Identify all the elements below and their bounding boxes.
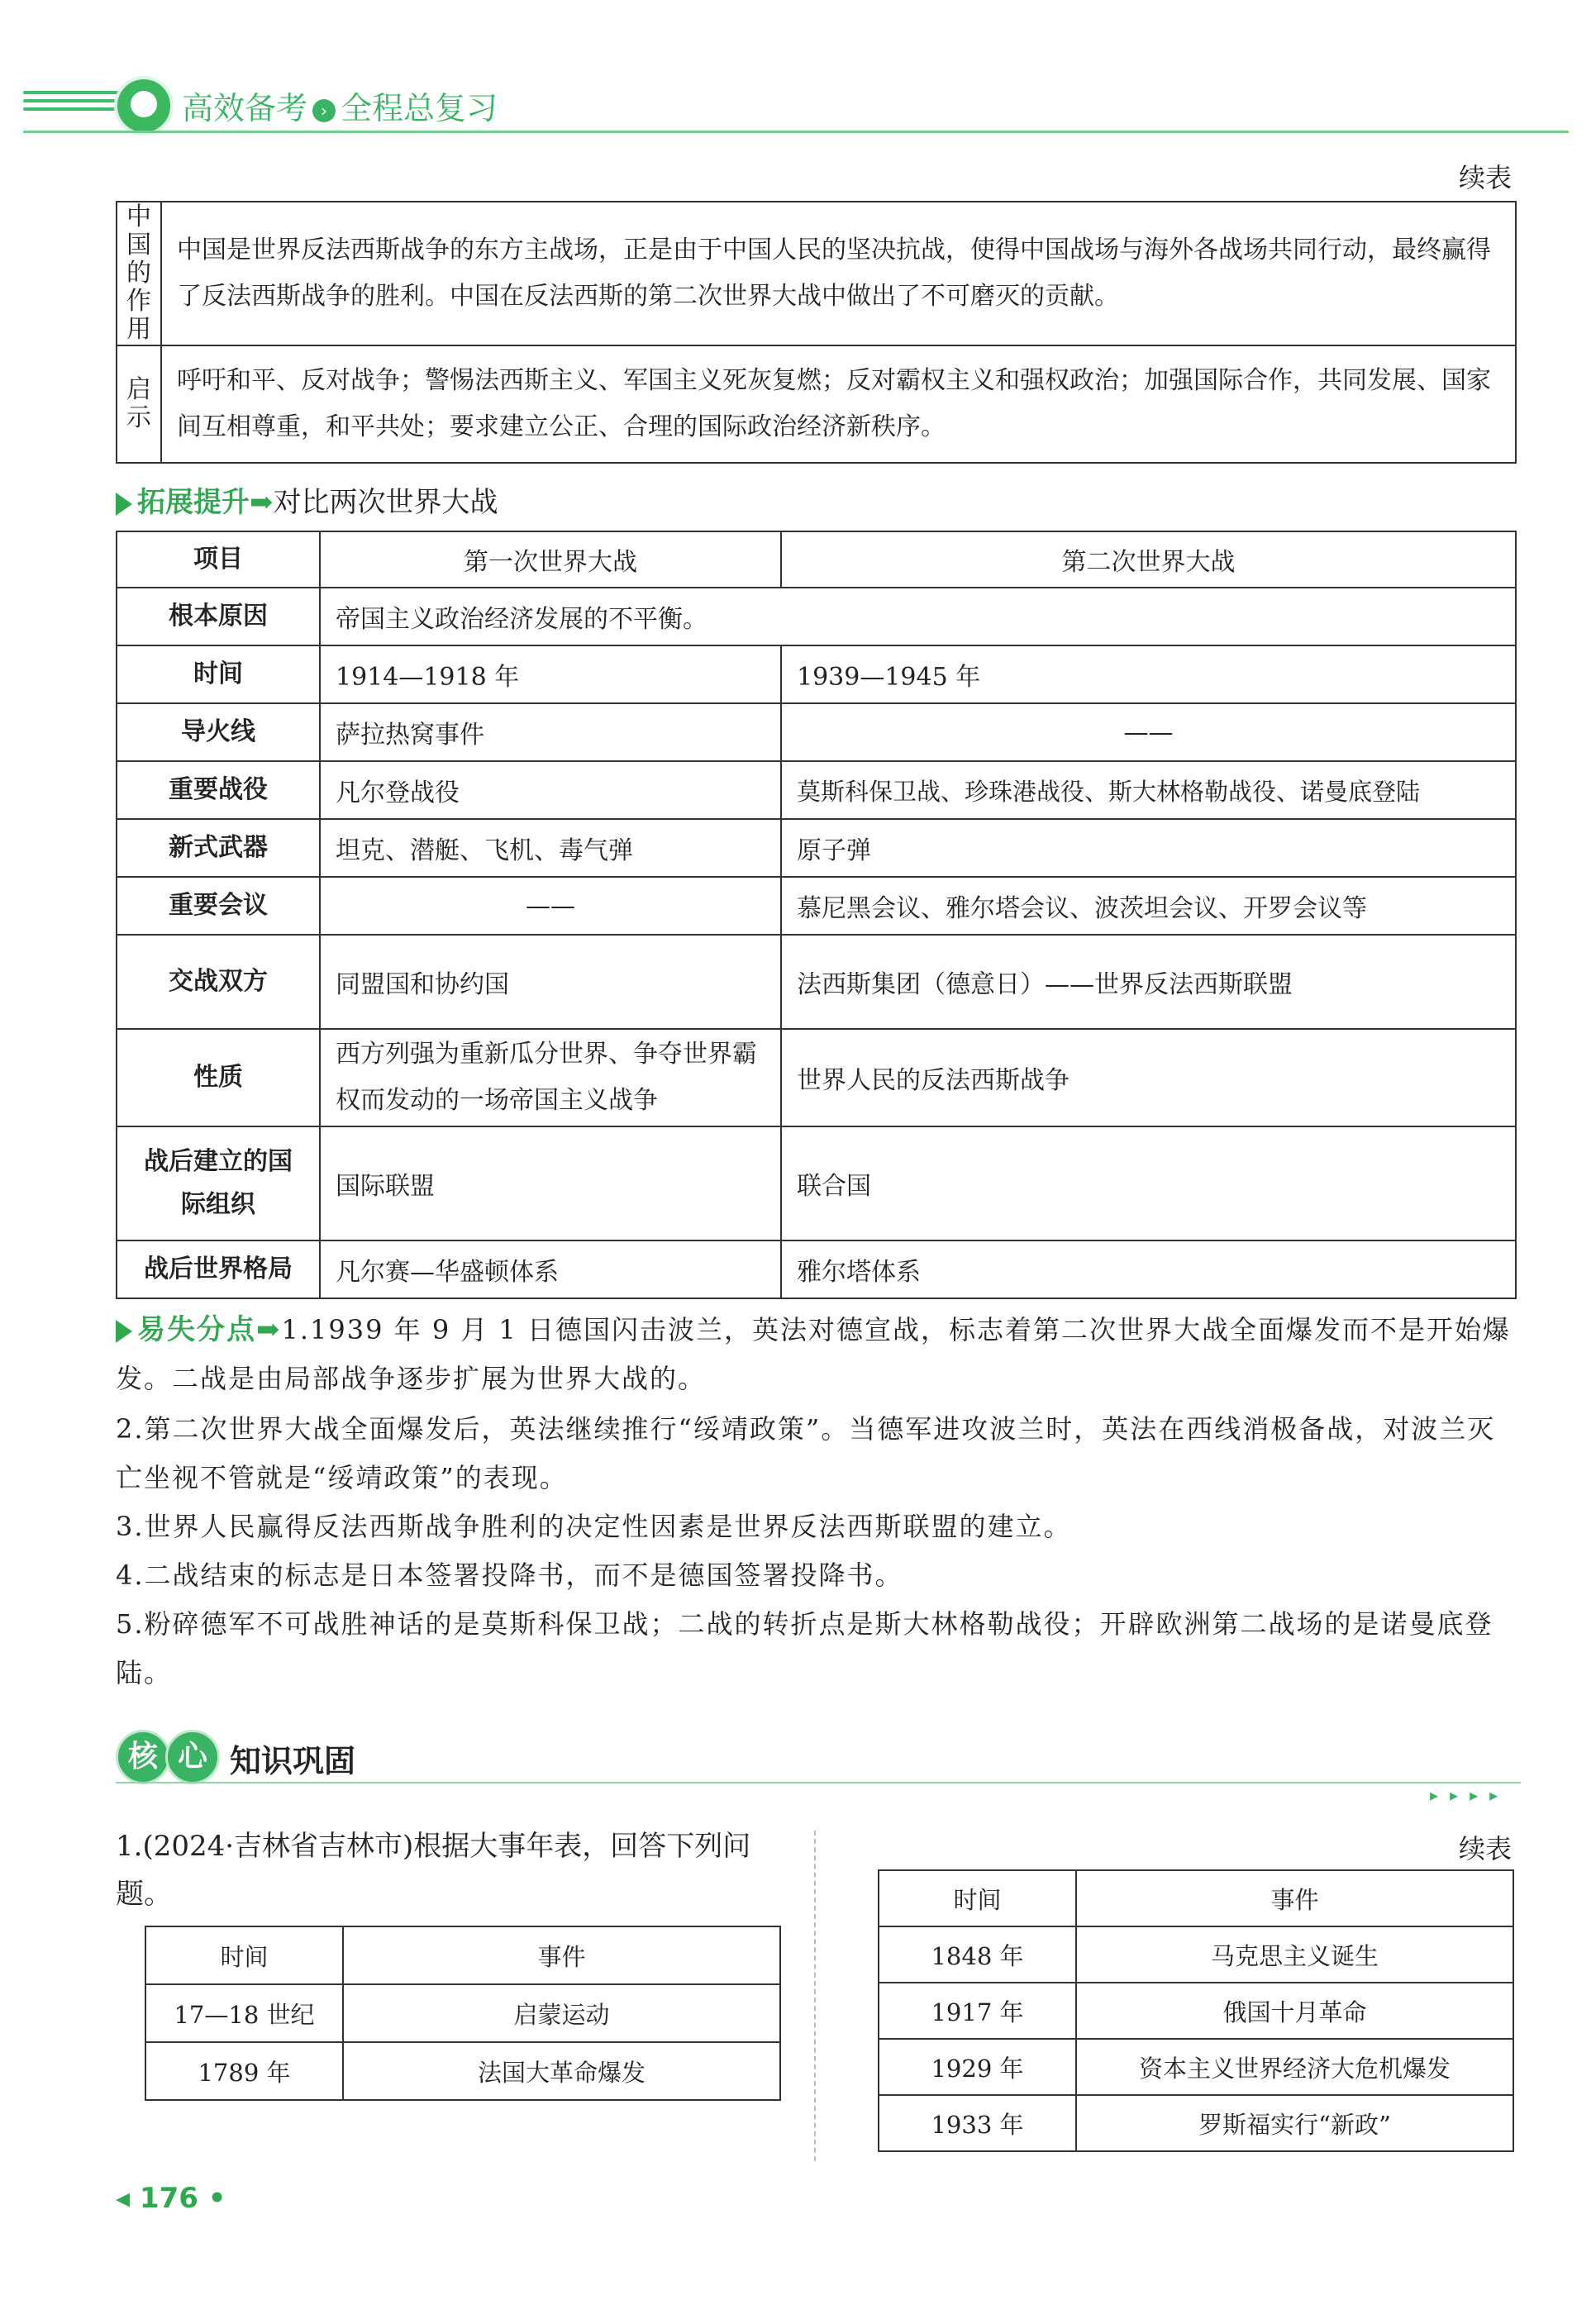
pitfalls-keyword: 易失分点: [137, 1313, 256, 1346]
left-triangle-icon: ◂: [116, 2182, 140, 2215]
merged-cell: 帝国主义政治经济发展的不平衡。: [320, 588, 1516, 645]
table-row: [879, 1926, 1513, 1983]
dots-decoration-icon: ▸▸▸▸: [1430, 1785, 1510, 1805]
item-cell: 重要战役: [117, 761, 320, 819]
table-row: [117, 761, 1516, 819]
pitfall-item-4: 4.二战结束的标志是日本签署投降书，而不是德国签署投降书。: [116, 1559, 903, 1591]
table-row: [117, 1029, 1516, 1126]
pitfall-text: 1.1939 年 9 月 1 日德国闪击波兰，英法对德宣战，标志着第二次世界大战全面爆发而不是开始爆发。二战是由局部战争逐步扩展为世界大战的。: [116, 1314, 1512, 1394]
core-badge-char: 核: [116, 1730, 170, 1784]
item-cell: 导火线: [117, 703, 320, 761]
arrow-right-icon: ➡: [256, 1313, 282, 1346]
row-label: [117, 202, 161, 345]
item-cell: 时间: [117, 645, 320, 703]
header-cell: 时间: [145, 1926, 343, 1984]
header-cell: 第一次世界大战: [320, 531, 781, 588]
table-row: [117, 588, 1516, 645]
row-text: 呼吁和平、反对战争；警惕法西斯主义、军国主义死灰复燃；反对霸权主义和强权政治；加强国际合作，共同发展、国家间互相尊重，和平共处；要求建立公正、合理的国际政治经济新秩序。: [161, 345, 1516, 463]
core-divider: [116, 1782, 1521, 1783]
item-cell: 新式武器: [117, 819, 320, 877]
header-cell: 项目: [117, 531, 320, 588]
label-enlightenment: 启示: [126, 375, 151, 432]
table-row: [117, 819, 1516, 877]
ww2-cell: 雅尔塔体系: [781, 1240, 1516, 1298]
event-cell: 俄国十月革命: [1076, 1983, 1513, 2039]
expand-title: 对比两次世界大战: [273, 486, 498, 519]
ww2-cell: 法西斯集团（德意日）——世界反法西斯联盟: [781, 935, 1516, 1029]
ww1-cell: 萨拉热窝事件: [320, 703, 781, 761]
ww1-cell: 西方列强为重新瓜分世界、争夺世界霸权而发动的一场帝国主义战争: [320, 1029, 781, 1126]
ww2-cell: 慕尼黑会议、雅尔塔会议、波茨坦会议、开罗会议等: [781, 877, 1516, 935]
item-cell: 交战双方: [117, 935, 320, 1029]
ww2-cell: ——: [781, 703, 1516, 761]
table-row: [117, 935, 1516, 1029]
header-stripes: [23, 91, 122, 132]
item-cell: 性质: [117, 1029, 320, 1126]
ww2-cell: 原子弹: [781, 819, 1516, 877]
item-cell: 战后世界格局: [117, 1240, 320, 1298]
time-cell: 17—18 世纪: [145, 1984, 343, 2042]
time-cell: 1917 年: [879, 1983, 1076, 2039]
timeline-table-right: [878, 1869, 1514, 2152]
question-1: 1.(2024·吉林省吉林市)根据大事年表，回答下列问题。: [116, 1830, 751, 1911]
event-cell: 罗斯福实行“新政”: [1076, 2095, 1513, 2151]
time-cell: 1933 年: [879, 2095, 1076, 2151]
item-cell: 战后建立的国际组织: [117, 1126, 320, 1240]
pitfalls-marker: [116, 1313, 282, 1346]
header-cell: 第二次世界大战: [781, 531, 1516, 588]
table-row: [879, 2039, 1513, 2095]
ww1-cell: 坦克、潜艇、飞机、毒气弹: [320, 819, 781, 877]
event-cell: 资本主义世界经济大危机爆发: [1076, 2039, 1513, 2095]
table-row: [117, 1126, 1516, 1240]
pitfall-item-2: 2.第二次世界大战全面爆发后，英法继续推行“绥靖政策”。当德军进攻波兰时，英法在西线消极备战，对波兰灭亡坐视不管就是“绥靖政策”的表现。: [116, 1413, 1496, 1493]
table-row: [117, 202, 1516, 345]
core-title: 知识巩固: [230, 1743, 356, 1779]
ww1-cell: 国际联盟: [320, 1126, 781, 1240]
core-badge-char: 心: [165, 1730, 220, 1784]
timeline-table-left: [145, 1926, 781, 2101]
column-divider: [814, 1831, 816, 2161]
pitfall-item-3: 3.世界人民赢得反法西斯战争胜利的决定性因素是世界反法西斯联盟的建立。: [116, 1511, 1072, 1542]
ww1-cell: 凡尔赛—华盛顿体系: [320, 1240, 781, 1298]
item-cell: 根本原因: [117, 588, 320, 645]
china-role-table: [116, 201, 1517, 464]
ww2-cell: 1939—1945 年: [781, 645, 1516, 703]
table-header-row: [879, 1870, 1513, 1926]
student-logo-icon: [114, 76, 174, 136]
table-row: [117, 703, 1516, 761]
table-row: [879, 1983, 1513, 2039]
event-cell: 法国大革命爆发: [343, 2042, 780, 2100]
table-row: [145, 2042, 780, 2100]
table-row: [145, 1984, 780, 2042]
table-header-row: [117, 531, 1516, 588]
expand-heading: [116, 479, 498, 520]
event-cell: 启蒙运动: [343, 1984, 780, 2042]
header-title-left: 高效备考: [182, 90, 308, 126]
ww1-cell: 同盟国和协约国: [320, 935, 781, 1029]
time-cell: 1848 年: [879, 1926, 1076, 1983]
triangle-marker-icon: [116, 493, 132, 516]
row-label: [117, 345, 161, 463]
table-row: [117, 877, 1516, 935]
ww2-cell: 联合国: [781, 1126, 1516, 1240]
continued-label: 续表: [1459, 1833, 1513, 1864]
arrow-right-icon: ➡: [250, 486, 274, 519]
triangle-marker-icon: [116, 1320, 132, 1343]
page-number-text: 176: [139, 2182, 198, 2215]
page-number: [116, 2182, 226, 2215]
ww-comparison-table: [116, 531, 1517, 1299]
header-cell: 事件: [343, 1926, 780, 1984]
event-cell: 马克思主义诞生: [1076, 1926, 1513, 1983]
chevron-right-icon: ›: [312, 99, 336, 122]
continued-label: 续表: [1459, 162, 1513, 193]
table-row: [117, 345, 1516, 463]
ww1-cell: 凡尔登战役: [320, 761, 781, 819]
table-row: [117, 1240, 1516, 1298]
header-cell: 事件: [1076, 1870, 1513, 1926]
time-cell: 1789 年: [145, 2042, 343, 2100]
header-cell: 时间: [879, 1870, 1076, 1926]
expand-keyword: 拓展提升: [137, 486, 250, 519]
table-row: [117, 645, 1516, 703]
header-title: [182, 83, 498, 128]
label-china-role: 中国的作用: [126, 202, 151, 344]
ww1-cell: 1914—1918 年: [320, 645, 781, 703]
pitfall-item-1: [116, 1306, 1521, 1403]
time-cell: 1929 年: [879, 2039, 1076, 2095]
table-header-row: [145, 1926, 780, 1984]
header-divider: [23, 131, 1569, 133]
dot-icon: •: [198, 2182, 226, 2215]
ww1-cell: ——: [320, 877, 781, 935]
header-title-right: 全程总复习: [341, 90, 498, 126]
ww2-cell: 莫斯科保卫战、珍珠港战役、斯大林格勒战役、诺曼底登陆: [781, 761, 1516, 819]
pitfall-item-5: 5.粉碎德军不可战胜神话的是莫斯科保卫战；二战的转折点是斯大林格勒战役；开辟欧洲第二战场的是诺曼底登陆。: [116, 1608, 1494, 1688]
ww2-cell: 世界人民的反法西斯战争: [781, 1029, 1516, 1126]
row-text: 中国是世界反法西斯战争的东方主战场，正是由于中国人民的坚决抗战，使得中国战场与海外各战场共同行动，最终赢得了反法西斯战争的胜利。中国在反法西斯的第二次世界大战中做出了不可磨灭的贡献。: [161, 202, 1516, 345]
item-cell: 重要会议: [117, 877, 320, 935]
table-row: [879, 2095, 1513, 2151]
core-badge: [116, 1730, 215, 1784]
